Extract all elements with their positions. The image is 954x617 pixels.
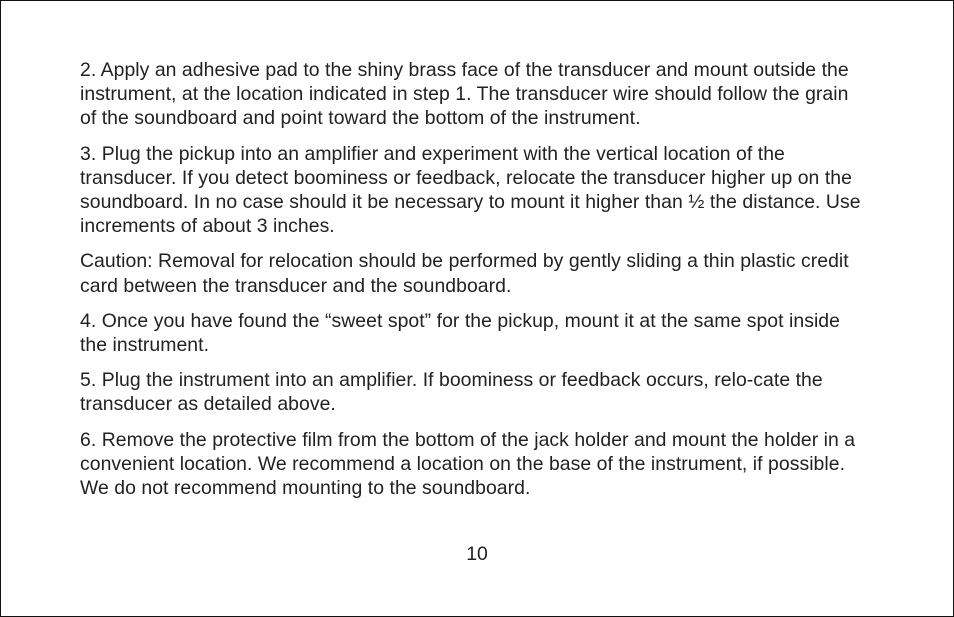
step-6-paragraph: 6. Remove the protective film from the bottom of the jack holder and mount the holder in a convenient location. We recommend a location on the base of the instrument, if possible. We do not recommend mounting to the soundboard. [80, 428, 856, 500]
step-5-paragraph: 5. Plug the instrument into an amplifier. If boominess or feedback occurs, relo-cate the transducer as detailed above. [80, 369, 823, 416]
instruction-text [80, 58, 870, 511]
caution-paragraph: Caution: Removal for relocation should be performed by gently sliding a thin plastic credit card between the transducer and the soundboard. [80, 250, 849, 297]
step-4-paragraph: 4. Once you have found the “sweet spot” for the pickup, mount it at the same spot inside the instrument. [80, 309, 840, 357]
step-2-paragraph: 2. Apply an adhesive pad to the shiny brass face of the transducer and mount outside the instrument, at the location indicated in step 1. The transducer wire should follow the grain of the soundboard and point toward the bottom of the instrument. [80, 59, 849, 130]
page-number: 10 [466, 543, 488, 565]
step-3-paragraph: 3. Plug the pickup into an amplifier and experiment with the vertical location of the transducer. If you detect boominess or feedback, relocate the transducer higher up on the soundboard. In no case should it be necessary to mount it higher than ½ the distance. Use increments of about 3 inches. [80, 142, 861, 238]
